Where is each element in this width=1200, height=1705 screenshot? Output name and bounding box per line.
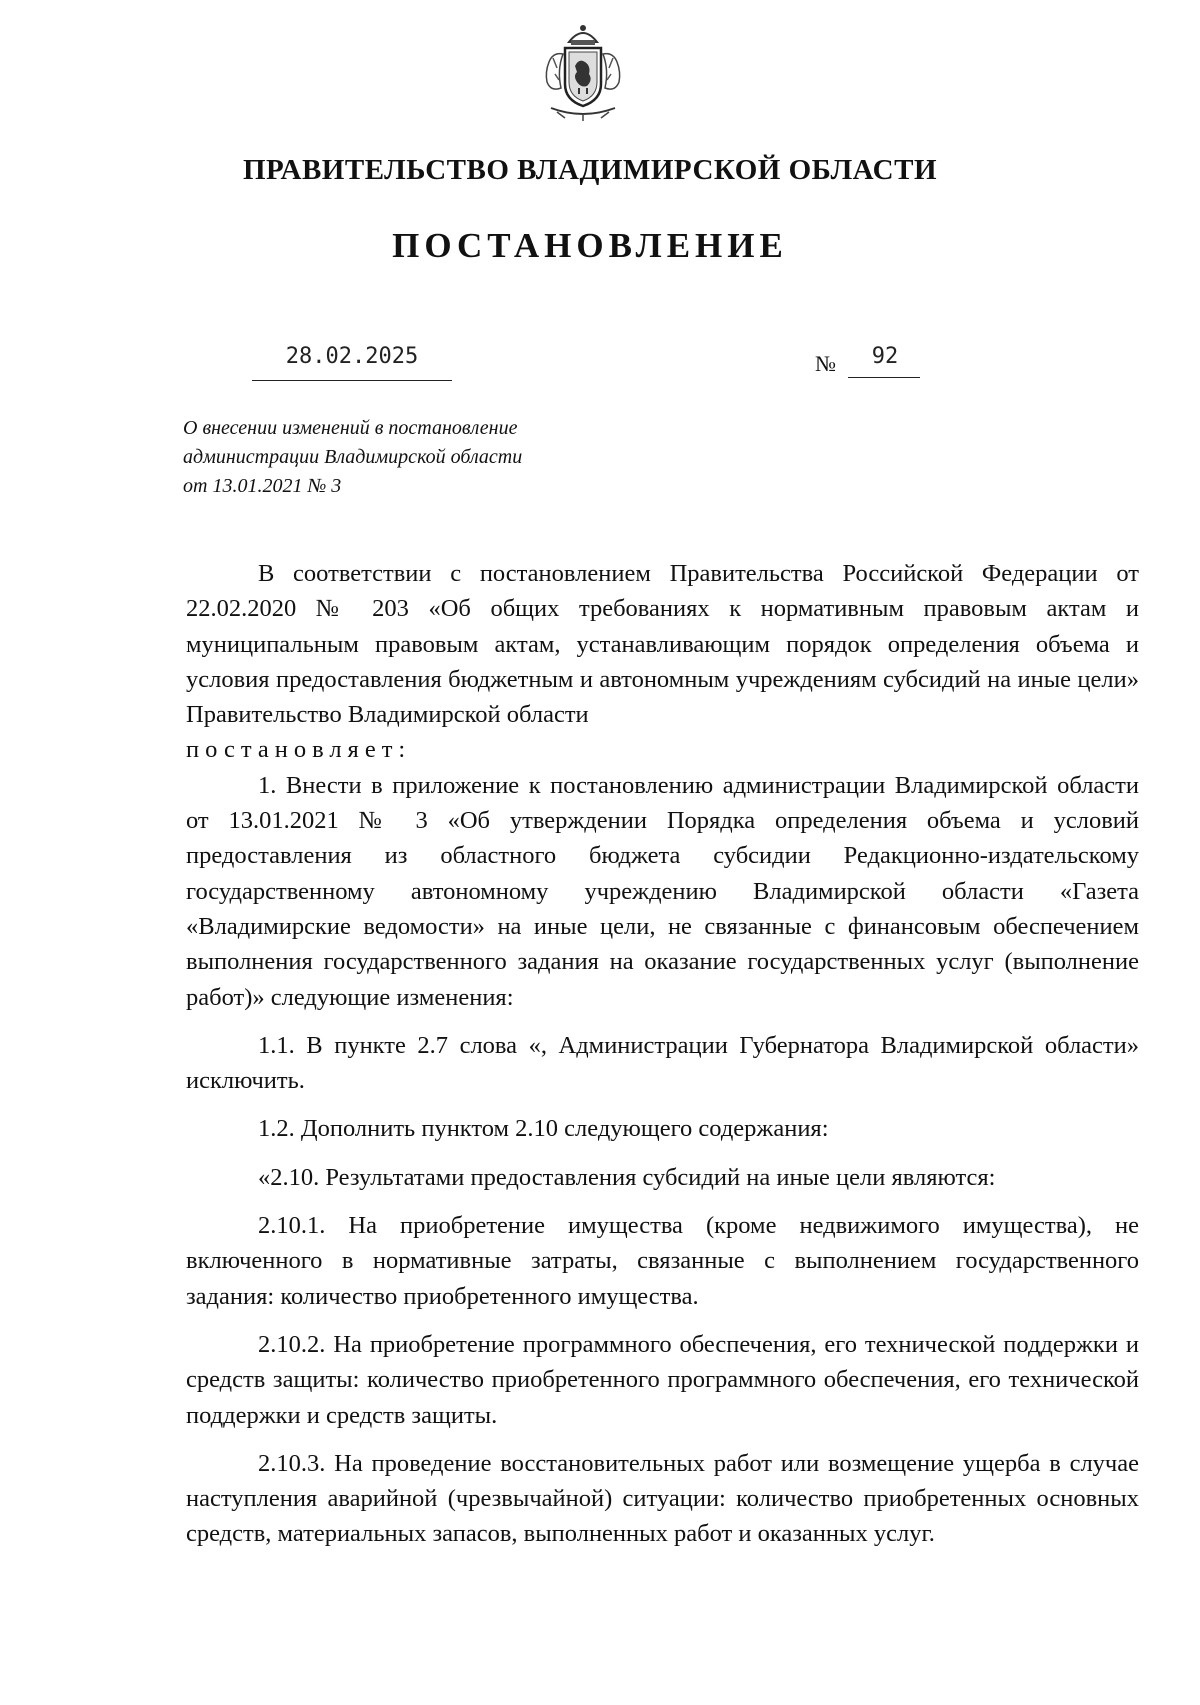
- paragraph-2-10-3: 2.10.3. На проведение восстановительных работ или возмещение ущерба в случае наступления аварийной (чрезвычайной) ситуации: количество приобретенных основных средств, материальных запасов, выполненных работ и оказанных услуг.: [186, 1449, 1139, 1548]
- paragraph-2-10-2: 2.10.2. На приобретение программного обеспечения, его технической поддержки и средств защиты: количество приобретенного программного обеспечения, его технической поддержки и средств защиты.: [186, 1330, 1139, 1429]
- document-subject: [183, 414, 643, 501]
- paragraph-1-2: 1.2. Дополнить пунктом 2.10 следующего содержания:: [258, 1115, 829, 1143]
- document-number: 92: [871, 344, 899, 369]
- subject-line: О внесении изменений в постановление: [183, 417, 518, 439]
- paragraph-2-10-1: 2.10.1. На приобретение имущества (кроме недвижимого имущества), не включенного в нормативные затраты, связанные с выполнением государственного задания: количество приобретенного имущества.: [186, 1212, 1139, 1310]
- coat-of-arms-icon: [535, 22, 631, 122]
- subject-line: от 13.01.2021 № 3: [183, 475, 342, 497]
- document-date: 28.02.2025: [285, 344, 419, 369]
- number-underline: [848, 377, 920, 378]
- document-body: [186, 556, 1139, 1552]
- document-type-title: ПОСТАНОВЛЕНИЕ: [392, 226, 788, 265]
- paragraph-1: 1. Внести в приложение к постановлению администрации Владимирской области от 13.01.2021 № 3 «Об утверждении Порядка определения объема и условий предоставления из областного бюджета субсидии Редакционно-издательскому государственному автономному учреждению Владимирской области «Газета «Владимирские ведомости» на иные цели, не связанные с финансовым обеспечением выполнения государственного задания на оказание государственных услуг (выполнение работ)» следующие изменения:: [186, 771, 1139, 1011]
- government-title: ПРАВИТЕЛЬСТВО ВЛАДИМИРСКОЙ ОБЛАСТИ: [242, 154, 938, 186]
- subject-line: администрации Владимирской области: [183, 446, 523, 468]
- paragraph-2-10: «2.10. Результатами предоставления субсидий на иные цели являются:: [258, 1163, 996, 1191]
- number-label: №: [815, 351, 836, 376]
- preamble-paragraph: [186, 556, 1139, 768]
- preamble-text: В соответствии с постановлением Правительства Российской Федерации от 22.02.2020 № 203 «Об общих требованиях к нормативным правовым актам и муниципальным правовым актам, устанавливающим порядок определения объема и условия предоставления бюджетным и автономным учреждениям субсидий на иные цели» Правительство Владимирской области: [186, 560, 1139, 729]
- paragraph-1-1: 1.1. В пункте 2.7 слова «, Администрации Губернатора Владимирской области» исключить.: [186, 1031, 1139, 1095]
- date-underline: [252, 380, 452, 381]
- decree-word: постановляет:: [186, 736, 412, 764]
